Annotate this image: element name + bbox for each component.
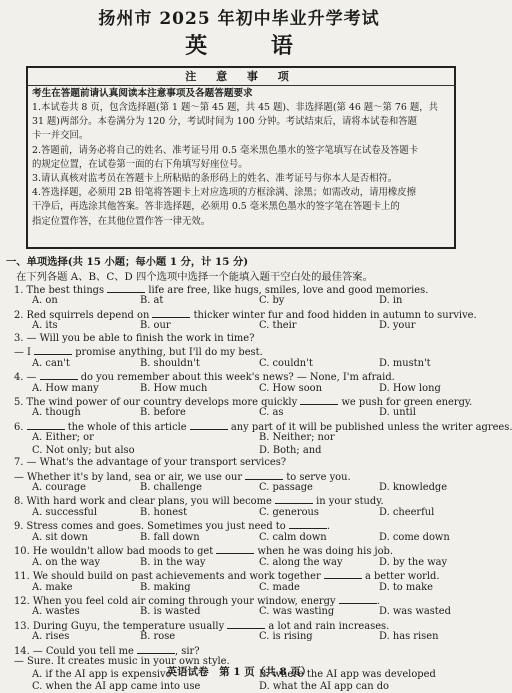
answer-option: C. their	[259, 320, 297, 332]
answer-option: C. How soon	[259, 382, 322, 394]
option-row	[14, 582, 476, 594]
answer-blank	[27, 420, 65, 430]
answer-blank	[275, 494, 313, 504]
answer-option: C. made	[259, 581, 300, 593]
answer-option: B. is wasted	[140, 606, 201, 618]
answer-option: C. Not only; but also	[32, 444, 135, 456]
option-row	[14, 432, 476, 444]
stem-text: a lot and rain increases.	[265, 620, 390, 632]
option-row	[14, 320, 476, 332]
question-stem	[14, 470, 476, 482]
option-row	[14, 557, 476, 569]
answer-option: A. can't	[32, 357, 70, 369]
answer-option: A. rises	[32, 631, 70, 643]
stem-text: thicker winter fur and food hidden in autumn to survive.	[190, 309, 477, 321]
question-item	[14, 457, 476, 494]
question-stem	[14, 619, 476, 631]
question-stem	[14, 644, 476, 656]
question-stem	[14, 395, 476, 407]
answer-option: B. shouldn't	[140, 357, 200, 369]
option-row	[14, 532, 476, 544]
answer-blank	[339, 594, 377, 604]
stem-text: .	[326, 521, 330, 533]
stem-text: the whole of this article	[64, 421, 190, 433]
stem-text: — I	[14, 347, 35, 359]
answer-option: A. its	[32, 320, 58, 332]
answer-option: A. How many	[32, 382, 99, 394]
option-row	[14, 383, 476, 395]
subject-title: 英 语	[185, 33, 321, 59]
answer-option: D. has risen	[379, 631, 439, 643]
question-stem	[14, 333, 476, 345]
notice-item: 31 题)两部分。本卷满分为 120 分，考试时间为 100 分钟。考试结束后，请将本试卷和答题	[32, 116, 418, 128]
stem-text: 10. He wouldn't allow bad moods to get	[14, 546, 217, 558]
stem-text: 7. — What's the advantage of your transport services?	[14, 457, 287, 469]
answer-option: D. by the way	[379, 556, 448, 568]
answer-option: B. before	[140, 407, 186, 419]
stem-text: 9. Stress comes and goes. Sometimes you just need to	[14, 521, 289, 533]
exam-title: 扬州市 2025 年初中毕业升学考试	[98, 9, 380, 29]
stem-text: to serve you.	[283, 471, 351, 483]
question-item	[14, 308, 476, 333]
answer-option: C. is rising	[259, 631, 313, 643]
section-heading: 一、单项选择(共 15 小题；每小题 1 分，计 15 分)	[6, 256, 249, 268]
answer-option: B. where the AI app was developed	[259, 668, 436, 680]
answer-option: B. in the way	[140, 556, 206, 568]
option-row	[14, 507, 476, 519]
stem-text: 1. The best things	[14, 285, 108, 296]
answer-option: D. was wasted	[379, 606, 451, 618]
answer-option: D. How long	[379, 382, 441, 394]
question-list	[14, 283, 512, 693]
question-item	[14, 569, 476, 594]
stem-text: do you remember about this week's news? — None, I'm afraid.	[77, 372, 395, 384]
answer-blank	[227, 619, 265, 629]
answer-option: C. along the way	[259, 556, 343, 568]
answer-option: D. until	[379, 407, 416, 419]
answer-option: B. honest	[140, 506, 188, 518]
answer-blank	[216, 544, 254, 554]
notice-heading: 注 意 事 项	[26, 68, 456, 86]
page-footer: 英语试卷 第 1 页（共 8 页）	[166, 666, 312, 678]
stem-text: 14. — Could you tell me	[14, 645, 137, 657]
notice-item: 的规定位置，在试卷第一面的右下角填写好座位号。	[32, 158, 248, 170]
notice-item: 4.答选择题，必须用 2B 铅笔将答题卡上对应选项的方框涂满、涂黑；如需改动，请用橡皮擦	[32, 187, 417, 199]
answer-option: A. sit down	[32, 531, 88, 543]
answer-option: C. as	[259, 407, 284, 419]
question-stem	[14, 569, 476, 581]
option-row	[14, 295, 476, 307]
answer-blank	[245, 470, 283, 480]
answer-blank	[40, 370, 78, 380]
stem-text: 6.	[14, 421, 27, 433]
notice-item: 1.本试卷共 8 页，包含选择题(第 1 题～第 45 题，共 45 题)、非选择题(第 46 题～第 76 题，共	[32, 102, 438, 113]
answer-option: B. making	[140, 581, 191, 593]
option-row	[14, 445, 476, 457]
answer-option: B. fall down	[140, 531, 200, 543]
answer-option: D. come down	[379, 531, 450, 543]
answer-option: D. to make	[379, 581, 433, 593]
question-item	[14, 395, 476, 420]
stem-text: 5. The wind power of our country develops more quickly	[14, 396, 301, 408]
question-item	[14, 283, 476, 308]
answer-option: A. courage	[32, 482, 87, 493]
question-stem	[14, 544, 476, 556]
answer-blank	[190, 420, 228, 430]
answer-option: D. what the AI app can do	[259, 681, 389, 692]
answer-option: A. Either; or	[32, 432, 94, 444]
stem-text: 2. Red squirrels depend on	[14, 309, 153, 321]
question-item	[14, 519, 476, 544]
notice-item: 3.请认真核对监考员在答题卡上所粘贴的条形码上的姓名、准考证号与你本人是否相符。	[32, 173, 398, 185]
option-row	[14, 681, 476, 693]
answer-option: B. rose	[140, 631, 176, 643]
answer-option: A. if the AI app is expensive	[32, 668, 172, 680]
stem-text: — Whether it's by land, sea or air, we use our	[14, 471, 246, 483]
question-item	[14, 544, 476, 569]
question-stem	[14, 457, 476, 469]
stem-text: 11. We should build on past achievements and work together	[14, 571, 324, 583]
question-stem	[14, 283, 476, 295]
question-item	[14, 370, 476, 395]
answer-blank	[107, 283, 145, 293]
answer-blank	[34, 345, 72, 355]
question-stem	[14, 420, 512, 433]
answer-option: B. How much	[140, 382, 208, 394]
question-stem	[14, 594, 476, 606]
answer-option: C. generous	[259, 506, 319, 518]
option-row	[14, 482, 476, 494]
notice-item: 指定位置作答，在其他位置作答一律无效。	[32, 215, 211, 227]
answer-option: C. passage	[259, 482, 313, 493]
stem-text: life are free, like hugs, smiles, love and good memories.	[145, 285, 429, 296]
answer-option: C. calm down	[259, 531, 327, 543]
answer-option: C. by	[259, 295, 285, 307]
answer-option: A. successful	[32, 506, 98, 518]
question-stem	[14, 519, 476, 531]
stem-text: 3. — Will you be able to finish the work in time?	[14, 332, 255, 344]
answer-option: A. wastes	[32, 606, 80, 618]
stem-text: we push for green energy.	[338, 396, 473, 408]
stem-text: 4. —	[14, 372, 40, 384]
notice-required: 考生在答题前请认真阅读本注意事项及各题答题要求	[32, 88, 253, 99]
question-stem	[14, 494, 476, 506]
answer-option: D. cheerful	[379, 506, 435, 518]
answer-option: A. on the way	[32, 556, 101, 568]
answer-option: A. on	[32, 295, 58, 307]
stem-text: a better world.	[361, 571, 440, 583]
question-stem	[14, 370, 476, 382]
answer-option: C. was wasting	[259, 606, 335, 618]
answer-blank	[289, 519, 327, 529]
notice-items	[28, 101, 454, 229]
question-stem	[14, 308, 476, 320]
stem-text: in your study.	[312, 496, 384, 508]
answer-option: B. challenge	[140, 482, 202, 493]
option-row	[14, 606, 476, 618]
stem-text: , sir?	[174, 645, 200, 657]
question-item	[14, 494, 476, 519]
question-item	[14, 420, 512, 457]
question-stem	[14, 345, 476, 357]
answer-blank	[137, 644, 175, 654]
notice-box	[26, 66, 456, 249]
stem-text: .	[376, 595, 380, 607]
answer-option: A. make	[32, 581, 73, 593]
notice-item: 2.答题前，请务必将自己的姓名、准考证号用 0.5 毫米黑色墨水的签字笔填写在试卷及答题卡	[32, 144, 419, 156]
notice-item: 卡一并交回。	[32, 130, 89, 142]
answer-blank	[324, 569, 362, 579]
stem-text: when he was doing his job.	[254, 546, 393, 558]
answer-option: B. our	[140, 320, 171, 332]
stem-text: 12. When you feel cold air coming through your window, energy	[14, 595, 339, 607]
answer-option: D. knowledge	[379, 482, 448, 493]
answer-option: D. mustn't	[379, 357, 431, 369]
answer-blank	[152, 308, 190, 318]
stem-text: promise anything, but I'll do my best.	[72, 347, 263, 359]
stem-text: 13. During Guyu, the temperature usually	[14, 620, 228, 632]
answer-option: D. in	[379, 295, 403, 307]
option-row	[14, 631, 476, 643]
question-item	[14, 619, 476, 644]
answer-option: C. when the AI app came into use	[32, 681, 201, 692]
answer-option: D. your	[379, 320, 416, 332]
option-row	[14, 358, 476, 370]
answer-blank	[300, 395, 338, 405]
stem-text: — Sure. It creates music in your own style.	[14, 656, 230, 668]
question-item	[14, 333, 476, 370]
stem-text: 8. With hard work and clear plans, you will become	[14, 496, 275, 508]
section-instruction: 在下列各题 A、B、C、D 四个选项中选择一个能填入题干空白处的最佳答案。	[16, 271, 373, 283]
answer-option: D. Both; and	[259, 444, 322, 456]
notice-item: 干净后，再选涂其他答案。答非选择题，必须用 0.5 毫米黑色墨水的签字笔在答题卡上的	[32, 201, 400, 213]
stem-text: any part of it will be published unless the writer agrees.	[227, 421, 512, 433]
answer-option: B. Neither; nor	[259, 432, 335, 444]
option-row	[14, 407, 476, 419]
answer-option: B. at	[140, 295, 164, 307]
answer-option: A. though	[32, 407, 81, 419]
question-item	[14, 594, 476, 619]
answer-option: C. couldn't	[259, 357, 313, 369]
